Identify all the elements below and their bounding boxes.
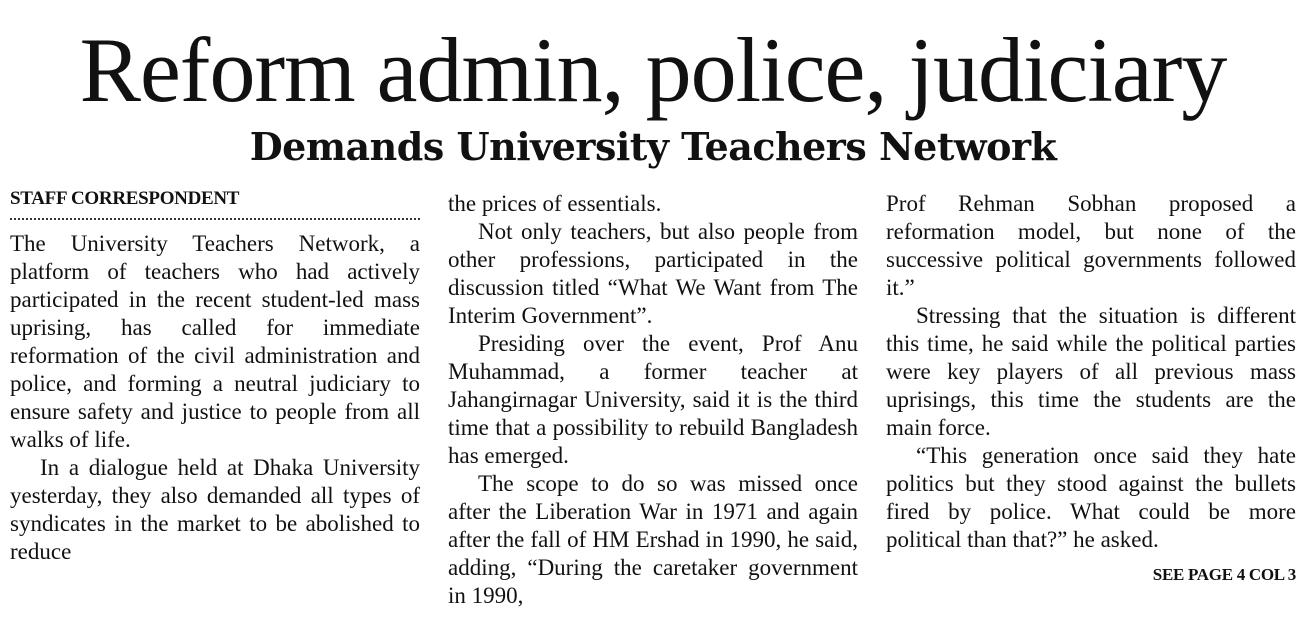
- jump-line: SEE PAGE 4 COL 3: [1152, 565, 1296, 584]
- paragraph: In a dialogue held at Dhaka University yesterday, they also demanded all types of syndicates in the market to be abolished to reduce: [10, 455, 420, 564]
- paragraph-continued: the prices of essentials.: [448, 191, 662, 216]
- paragraph: The scope to do so was missed once after the Liberation War in 1971 and again after the fall of HM Ershad in 1990, he said, adding, “During the caretaker government in 1990,: [448, 471, 858, 608]
- paragraph: The University Teachers Network, a platform of teachers who had actively participated in the recent student-led mass uprising, has called for immediate reformation of the civil administration and police, and forming a neutral judiciary to ensure safety and justice to people from all walks of life.: [10, 231, 420, 452]
- byline: STAFF CORRESPONDENT: [10, 188, 420, 220]
- article-column-1: [10, 188, 420, 566]
- paragraph: Stressing that the situation is different this time, he said while the political parties were key players of all previous mass uprisings, this time the students are the main force.: [886, 303, 1296, 440]
- paragraph: “This generation once said they hate politics but they stood against the bullets fired by police. What could be more political than that?” he asked.: [886, 443, 1296, 552]
- subheadline: Demands University Teachers Network: [249, 124, 1057, 169]
- headline: Reform admin, police, judiciary: [79, 19, 1227, 121]
- paragraph: Not only teachers, but also people from other professions, participated in the discussion titled “What We Want from The Interim Government”.: [448, 219, 858, 328]
- paragraph-continued: Prof Rehman Sobhan proposed a reformation model, but none of the successive political governments followed it.”: [886, 191, 1296, 300]
- article-column-3: [886, 190, 1296, 586]
- article-column-2: [448, 190, 858, 610]
- paragraph: Presiding over the event, Prof Anu Muhammad, a former teacher at Jahangirnagar University, said it is the third time that a possibility to rebuild Bangladesh has emerged.: [448, 331, 858, 468]
